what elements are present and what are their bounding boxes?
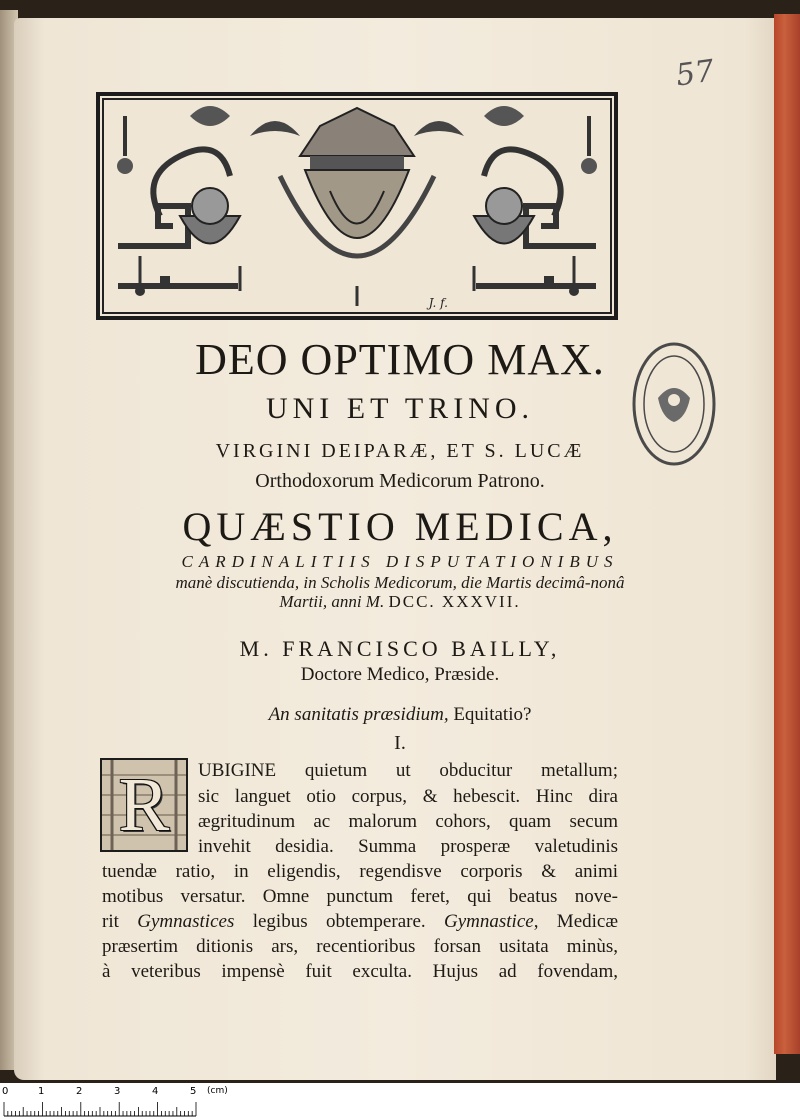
body-line-2: sic languet otio corpus, & hebescit. Hinc dira [198,786,618,807]
italic-gymnastices: Gymnastices [137,911,235,932]
praeses-name: M. FRANCISCO BAILLY, [239,636,561,661]
headpiece-ornament [96,92,618,320]
scale-label-2: 2 [76,1086,83,1097]
body-line-5: tuendæ ratio, in eligendis, regendisve corporis & animi [102,861,618,882]
dedication-line-4: Orthodoxorum Medicorum Patrono. [255,470,545,492]
body-line-3: ægritudinum ac malorum cohors, quam secum [198,811,618,832]
thesis-question [0,704,800,726]
scale-ruler [0,1101,210,1117]
body-line-7-mid: legibus obtemperare. [252,911,426,932]
scale-label-1: 1 [38,1086,45,1097]
scale-label-3: 3 [114,1086,121,1097]
question-rest: Equitatio? [453,704,532,725]
section-number: I. [394,732,406,754]
thesis-subtitle-1: CARDINALITIIS DISPUTATIONIBUS [181,552,619,571]
ornament-signature: J. f. [428,296,448,310]
thesis-date-line [0,592,800,612]
thesis-date-italic: Martii, anni M. [279,592,385,611]
praeses-role: Doctore Medico, Præside. [300,664,500,685]
scale-label-0: 0 [2,1086,9,1097]
dedication-line-2: UNI ET TRINO. [265,392,535,425]
thesis-title: QUÆSTIO MEDICA, [182,504,618,549]
italic-gymnastice: Gymnastice [444,911,534,932]
ornament-illustration [100,96,614,316]
dedication-line-3: VIRGINI DEIPARÆ, ET S. LUCÆ [215,440,585,462]
scale-bar [0,1083,800,1119]
dedication-line-1: DEO OPTIMO MAX. [195,335,605,384]
body-line-7-start: rit [102,911,119,932]
thesis-subtitle-2: manè discutienda, in Scholis Medicorum, die Martis decimâ-nonâ [175,573,625,592]
drop-cap [100,758,188,852]
body-line-1: UBIGINE quietum ut obducitur metallum; [198,760,618,781]
body-line-4: invehit desidia. Summa prosperæ valetudinis [198,836,618,857]
scale-label-4: 4 [152,1086,159,1097]
body-line-7-end: , Medicæ [533,911,619,932]
body-line-8: præsertim ditionis ars, recentioribus forsan usitata minùs, [102,936,618,957]
body-line-6: motibus versatur. Omne punctum feret, qui beatus nove- [102,886,618,907]
scale-label-5: 5 [190,1086,197,1097]
thesis-year: DCC. XXXVII. [388,592,521,611]
body-line-9: à veteribus impensè fuit exculta. Hujus ad fovendam, [102,961,618,982]
drop-cap-letter: R [118,763,170,847]
question-italic: An sanitatis præsidium, [268,704,449,725]
body-line-7 [102,911,618,933]
page-number: 57 [673,53,717,94]
scale-unit: (cm) [207,1086,228,1096]
